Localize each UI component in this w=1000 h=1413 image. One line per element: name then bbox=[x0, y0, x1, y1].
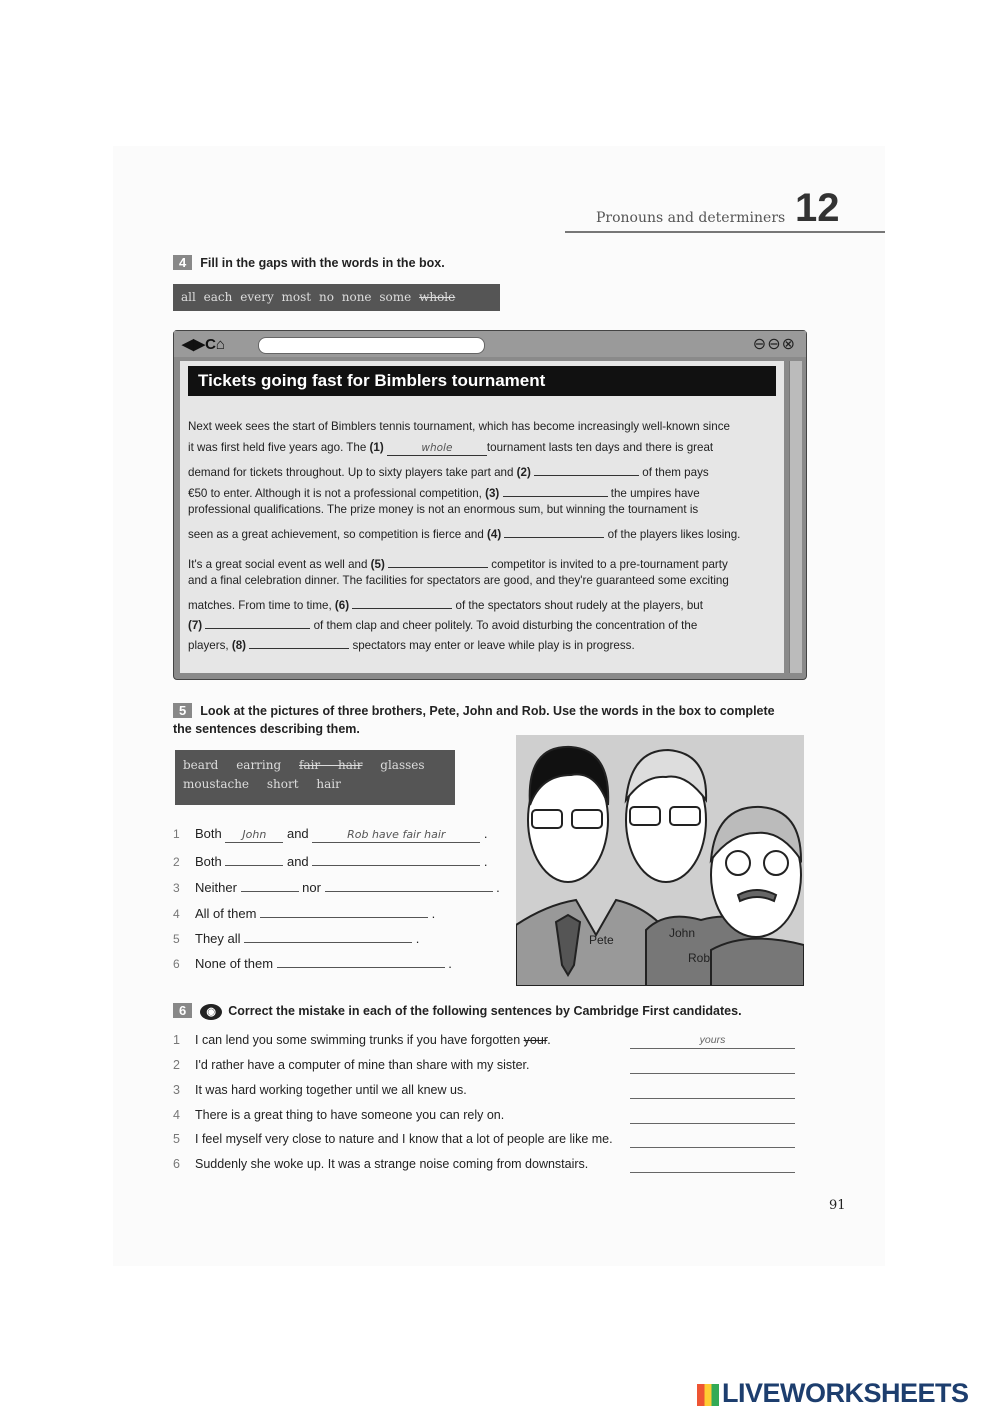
item-text: Both bbox=[195, 854, 226, 869]
article-line bbox=[188, 462, 709, 479]
item-text: I can lend you some swimming trunks if you have forgotten bbox=[195, 1033, 524, 1047]
brothers-illustration bbox=[516, 735, 804, 986]
item-text: I feel myself very close to nature and I know that a lot of people are like me. bbox=[195, 1132, 613, 1146]
correction-answer-input[interactable] bbox=[630, 1109, 795, 1124]
item-number: 2 bbox=[173, 855, 180, 869]
article-line bbox=[188, 524, 740, 541]
window-controls-icon[interactable]: ⊖⊖⊗ bbox=[752, 336, 796, 353]
ex4-number: 4 bbox=[173, 255, 192, 270]
correction-item bbox=[173, 1157, 588, 1171]
item-number: 1 bbox=[173, 1033, 180, 1047]
sentence-item bbox=[173, 928, 419, 946]
ex5-word-box bbox=[175, 750, 455, 805]
word-option: every bbox=[240, 290, 274, 304]
ex4-instruction bbox=[173, 255, 445, 270]
item-text: None of them bbox=[195, 956, 277, 971]
ex5-instruction bbox=[173, 703, 775, 718]
item-text: I'd rather have a computer of mine than share with my sister. bbox=[195, 1058, 530, 1072]
article-line bbox=[188, 635, 635, 652]
article-text: matches. From time to time, bbox=[188, 599, 335, 612]
brothers-drawing bbox=[516, 735, 804, 986]
article-line bbox=[188, 554, 728, 571]
article-line bbox=[188, 441, 713, 456]
answer-input[interactable] bbox=[244, 928, 412, 943]
article-text: of the spectators shout rudely at the players, but bbox=[452, 599, 703, 612]
ex6-instruction-text: Correct the mistake in each of the following sentences by Cambridge First candidates. bbox=[228, 1004, 742, 1018]
gap-number: (3) bbox=[485, 487, 503, 500]
word-option: short hair bbox=[266, 777, 341, 791]
scrollbar[interactable] bbox=[789, 361, 802, 673]
ex4-word-box bbox=[173, 284, 500, 311]
item-number: 6 bbox=[173, 1157, 180, 1171]
article-text: and a final celebration dinner. The facilities for spectators are good, and they're guaranteed some exciting bbox=[188, 574, 729, 587]
item-text: . bbox=[480, 826, 488, 841]
gap-number: (8) bbox=[231, 639, 250, 652]
word-option: none bbox=[341, 290, 372, 304]
item-number: 3 bbox=[173, 881, 180, 895]
article-text: Next week sees the start of Bimblers tennis tournament, which has become increasingly well-known since bbox=[188, 420, 730, 433]
item-text: Suddenly she woke up. It was a strange noise coming from downstairs. bbox=[195, 1157, 589, 1171]
ex6-instruction bbox=[173, 1003, 742, 1020]
sentence-item bbox=[173, 903, 435, 921]
correction-answer-input[interactable] bbox=[630, 1084, 795, 1099]
word-option: some bbox=[379, 290, 412, 304]
item-text: They all bbox=[195, 931, 245, 946]
browser-nav-icons[interactable]: ◀▶C⌂ bbox=[182, 336, 225, 353]
gap-number: (7) bbox=[188, 619, 206, 632]
item-number: 4 bbox=[173, 907, 180, 921]
article-title: Tickets going fast for Bimblers tournament bbox=[188, 366, 776, 396]
article-text: spectators may enter or leave while play is in progress. bbox=[349, 639, 635, 652]
item-text: All of them bbox=[195, 906, 261, 921]
item-text: and bbox=[283, 826, 313, 841]
unit-number: 12 bbox=[795, 186, 840, 230]
article-text: of them clap and cheer politely. To avoid disturbing the concentration of the bbox=[310, 619, 698, 632]
word-option: all bbox=[181, 290, 196, 304]
gap-input[interactable] bbox=[388, 554, 488, 568]
article-text: of the players likes losing. bbox=[604, 528, 741, 541]
ex5-instruction-line1: Look at the pictures of three brothers, Pete, John and Rob. Use the words in the box to complete bbox=[200, 704, 775, 718]
word-option: fair hair bbox=[299, 758, 363, 772]
article-text: competitor is invited to a pre-tournament party bbox=[488, 558, 728, 571]
word-option: earring bbox=[236, 758, 282, 772]
exam-icon: ◉ bbox=[200, 1004, 222, 1020]
word-option: no bbox=[318, 290, 334, 304]
item-number: 1 bbox=[173, 827, 180, 841]
answer-input[interactable] bbox=[325, 877, 493, 892]
item-text: and bbox=[283, 854, 313, 869]
page-number: 91 bbox=[829, 1198, 846, 1213]
article-text: demand for tickets throughout. Up to sixty players take part and bbox=[188, 466, 517, 479]
item-text: . bbox=[412, 931, 420, 946]
answer-input[interactable] bbox=[312, 851, 480, 866]
gap-input[interactable]: whole bbox=[387, 442, 487, 456]
item-number: 4 bbox=[173, 1108, 180, 1122]
article-text: It's a great social event as well and bbox=[188, 558, 371, 571]
browser-toolbar bbox=[174, 331, 806, 357]
article-line bbox=[188, 574, 729, 587]
gap-input[interactable] bbox=[352, 595, 452, 609]
sentence-item bbox=[173, 953, 452, 971]
word-option: whole bbox=[419, 290, 456, 304]
article-line bbox=[188, 595, 703, 612]
item-text: There is a great thing to have someone you can rely on. bbox=[195, 1108, 505, 1122]
article-text: professional qualifications. The prize money is not an enormous sum, but winning the tournament is bbox=[188, 503, 699, 516]
item-number: 5 bbox=[173, 1132, 180, 1146]
item-text: Neither bbox=[195, 880, 241, 895]
item-text: . bbox=[547, 1033, 551, 1047]
article-line bbox=[188, 503, 698, 516]
gap-input[interactable] bbox=[504, 524, 604, 538]
correction-item bbox=[173, 1132, 613, 1146]
word-option: moustache bbox=[183, 777, 250, 791]
article-text: seen as a great achievement, so competition is fierce and bbox=[188, 528, 488, 541]
ex6-number: 6 bbox=[173, 1003, 192, 1018]
answer-input[interactable]: John bbox=[225, 828, 283, 843]
word-option: glasses bbox=[380, 758, 425, 772]
item-number: 3 bbox=[173, 1083, 180, 1097]
gap-input[interactable] bbox=[534, 462, 639, 476]
gap-input[interactable] bbox=[205, 615, 310, 629]
word-option: each bbox=[203, 290, 233, 304]
ex4-instruction-text: Fill in the gaps with the words in the box. bbox=[200, 256, 445, 270]
word-option: beard bbox=[183, 758, 219, 772]
address-bar[interactable] bbox=[258, 337, 485, 354]
correction-item bbox=[173, 1058, 530, 1072]
correction-answer-input[interactable]: yours bbox=[630, 1034, 795, 1049]
ex5-number: 5 bbox=[173, 703, 192, 718]
article-text: players, bbox=[188, 639, 232, 652]
chapter-title: Pronouns and determiners bbox=[596, 210, 786, 226]
article-line bbox=[188, 483, 700, 500]
answer-input[interactable] bbox=[277, 953, 445, 968]
name-rob: Rob bbox=[688, 951, 711, 965]
item-number: 2 bbox=[173, 1058, 180, 1072]
answer-input[interactable] bbox=[241, 877, 299, 892]
header-rule bbox=[565, 231, 885, 233]
item-text: nor bbox=[298, 880, 325, 895]
article-text: it was first held five years ago. The bbox=[188, 441, 370, 454]
article-text: tournament lasts ten days and there is great bbox=[486, 441, 714, 454]
item-text: . bbox=[480, 854, 488, 869]
article-text: €50 to enter. Although it is not a professional competition, bbox=[188, 487, 486, 500]
gap-input[interactable] bbox=[503, 483, 608, 497]
answer-input[interactable] bbox=[225, 851, 283, 866]
gap-number: (4) bbox=[487, 528, 505, 541]
correction-answer-input[interactable] bbox=[630, 1059, 795, 1074]
correction-answer-input[interactable] bbox=[630, 1133, 795, 1148]
gap-number: (5) bbox=[370, 558, 389, 571]
sentence-item bbox=[173, 851, 488, 869]
gap-number: (6) bbox=[334, 599, 353, 612]
article-text: of them pays bbox=[639, 466, 709, 479]
item-text: Both bbox=[195, 826, 226, 841]
article-line bbox=[188, 615, 697, 632]
article-line bbox=[188, 420, 730, 433]
name-pete: Pete bbox=[589, 933, 614, 947]
item-text: . bbox=[492, 880, 500, 895]
correction-item bbox=[173, 1083, 467, 1097]
gap-input[interactable] bbox=[249, 635, 349, 649]
ex5-instruction-line2: the sentences describing them. bbox=[173, 722, 360, 736]
item-number: 5 bbox=[173, 932, 180, 946]
item-text: It was hard working together until we all knew us. bbox=[195, 1083, 467, 1097]
item-number: 6 bbox=[173, 957, 180, 971]
logo-text: LIVEWORKSHEETS bbox=[722, 1378, 969, 1408]
word-option: most bbox=[281, 290, 312, 304]
logo-icon bbox=[697, 1384, 719, 1406]
correction-item bbox=[173, 1108, 504, 1122]
answer-input[interactable] bbox=[260, 903, 428, 918]
sentence-item bbox=[173, 826, 488, 843]
correction-item bbox=[173, 1033, 551, 1047]
gap-number: (1) bbox=[369, 441, 387, 454]
item-text: . bbox=[428, 906, 436, 921]
answer-input[interactable]: Rob have fair hair bbox=[312, 828, 480, 843]
struck-word: your bbox=[523, 1033, 548, 1047]
item-text: . bbox=[444, 956, 452, 971]
gap-number: (2) bbox=[516, 466, 535, 479]
correction-answer-input[interactable] bbox=[630, 1158, 795, 1173]
liveworksheets-logo bbox=[697, 1378, 969, 1409]
sentence-item bbox=[173, 877, 500, 895]
name-john: John bbox=[669, 926, 696, 940]
article-text: the umpires have bbox=[607, 487, 700, 500]
